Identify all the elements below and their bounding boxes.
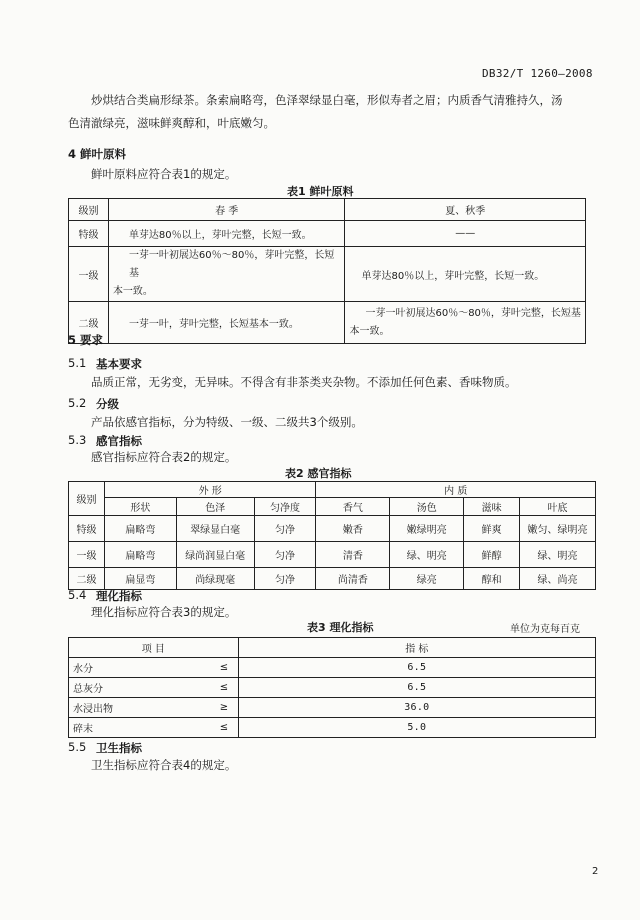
liquor-cell: 嫩绿明亮	[390, 516, 464, 542]
intro-line-2: 色清澈绿亮，滋味鲜爽醇和，叶底嫩匀。	[68, 116, 275, 130]
operator-cell: ≤	[210, 678, 238, 698]
aroma-cell: 清香	[316, 542, 390, 568]
grade-cell: 特级	[69, 221, 109, 247]
section-5-1-number: 5.1	[68, 356, 87, 370]
spring-cell	[108, 247, 345, 302]
item-cell: 水浸出物	[69, 698, 211, 718]
table-row	[69, 718, 596, 738]
spring-cell: 一芽一叶，芽叶完整，长短基本一致。	[108, 302, 345, 344]
table-2-col-leaf-base: 叶底	[520, 498, 596, 516]
table-2-col-taste: 滋味	[464, 498, 520, 516]
value-cell: 5.0	[238, 718, 595, 738]
evenness-cell: 匀净	[254, 516, 316, 542]
section-4-text: 鲜叶原料应符合表1的规定。	[91, 167, 237, 181]
table-row	[69, 542, 596, 568]
leaf-base-cell: 绿、明亮	[520, 542, 596, 568]
evenness-cell: 匀净	[254, 568, 316, 590]
table-2-col-liquor: 汤色	[390, 498, 464, 516]
shape-cell: 扁略弯	[104, 542, 176, 568]
table-2-col-shape: 形状	[104, 498, 176, 516]
summer-cell: 单芽达80％以上，芽叶完整，长短一致。	[345, 247, 586, 302]
table-row	[69, 658, 596, 678]
section-5-2-text: 产品依感官指标，分为特级、一级、二级共3个级别。	[91, 415, 363, 429]
section-5-5-text: 卫生指标应符合表4的规定。	[91, 758, 237, 772]
operator-cell: ≤	[210, 718, 238, 738]
table-row	[69, 678, 596, 698]
spring-cell: 单芽达80％以上，芽叶完整，长短一致。	[108, 221, 345, 247]
standard-number: DB32/T 1260—2008	[482, 67, 593, 80]
liquor-cell: 绿、明亮	[390, 542, 464, 568]
section-5-4-text: 理化指标应符合表3的规定。	[91, 605, 237, 619]
table-1-fresh-leaf	[68, 198, 586, 344]
section-5-2-title: 分级	[96, 397, 119, 411]
taste-cell: 鲜爽	[464, 516, 520, 542]
operator-cell: ≤	[210, 658, 238, 678]
taste-cell: 鲜醇	[464, 542, 520, 568]
item-cell: 水分	[69, 658, 211, 678]
table-row	[69, 698, 596, 718]
table-row	[69, 247, 586, 302]
table-1-header-summer: 夏、秋季	[345, 199, 586, 221]
summer-cell-line-2: 本一致。	[349, 325, 390, 337]
table-row	[69, 516, 596, 542]
table-2-header-inner: 内 质	[316, 482, 596, 498]
liquor-cell: 绿亮	[390, 568, 464, 590]
item-cell: 碎末	[69, 718, 211, 738]
summer-cell	[345, 302, 586, 344]
summer-cell: ——	[345, 221, 586, 247]
grade-cell: 一级	[69, 542, 105, 568]
table-2-header-grade: 级别	[69, 482, 105, 516]
grade-cell: 一级	[69, 247, 109, 302]
evenness-cell: 匀净	[254, 542, 316, 568]
grade-cell: 二级	[69, 568, 105, 590]
table-3-header-item: 项 目	[69, 638, 239, 658]
aroma-cell: 尚清香	[316, 568, 390, 590]
value-cell: 6.5	[238, 678, 595, 698]
section-5-3-title: 感官指标	[96, 434, 142, 448]
intro-line-1: 炒烘结合类扁形绿茶。条索扁略弯，色泽翠绿显白毫，形似寿者之眉；内质香气清雅持久，汤	[91, 93, 563, 107]
section-5-1-title: 基本要求	[96, 357, 142, 371]
summer-cell-line-1: 一芽一叶初展达60％～80％，芽叶完整，长短基	[365, 307, 581, 319]
color-cell: 翠绿显白毫	[176, 516, 254, 542]
table-3-caption: 表3 理化指标	[307, 621, 374, 634]
section-5-4-title: 理化指标	[96, 589, 142, 603]
shape-cell: 扁显弯	[104, 568, 176, 590]
table-row	[69, 568, 596, 590]
section-5-3-text: 感官指标应符合表2的规定。	[91, 450, 237, 464]
operator-cell: ≥	[210, 698, 238, 718]
table-2-header-outer: 外 形	[104, 482, 316, 498]
value-cell: 6.5	[238, 658, 595, 678]
table-row	[69, 302, 586, 344]
section-5-4-number: 5.4	[68, 588, 87, 602]
section-5-heading: 5 要求	[68, 333, 104, 347]
table-2-col-evenness: 匀净度	[254, 498, 316, 516]
section-5-5-title: 卫生指标	[96, 741, 142, 755]
grade-cell: 二级	[69, 302, 109, 344]
aroma-cell: 嫩香	[316, 516, 390, 542]
leaf-base-cell: 绿、尚亮	[520, 568, 596, 590]
table-2-sensory	[68, 481, 596, 590]
table-2-col-color: 色泽	[176, 498, 254, 516]
section-5-5-number: 5.5	[68, 740, 87, 754]
section-5-2-number: 5.2	[68, 396, 87, 410]
section-5-1-text: 品质正常，无劣变，无异味。不得含有非茶类夹杂物。不添加任何色素、香味物质。	[91, 375, 517, 389]
taste-cell: 醇和	[464, 568, 520, 590]
table-2-caption: 表2 感官指标	[285, 467, 352, 480]
value-cell: 36.0	[238, 698, 595, 718]
color-cell: 尚绿现毫	[176, 568, 254, 590]
color-cell: 绿尚润显白毫	[176, 542, 254, 568]
table-3-unit: 单位为克每百克	[510, 624, 580, 635]
spring-cell-line-2: 本一致。	[112, 286, 153, 297]
table-3-header-index: 指 标	[238, 638, 595, 658]
table-1-header-grade: 级别	[69, 199, 109, 221]
grade-cell: 特级	[69, 516, 105, 542]
shape-cell: 扁略弯	[104, 516, 176, 542]
leaf-base-cell: 嫩匀、绿明亮	[520, 516, 596, 542]
section-4-heading: 4 鲜叶原料	[68, 147, 127, 161]
spring-cell-line-1: 一芽一叶初展达60％～80％，芽叶完整，长短基	[128, 250, 335, 279]
item-cell: 总灰分	[69, 678, 211, 698]
table-3-physicochemical	[68, 637, 596, 738]
table-1-caption: 表1 鲜叶原料	[287, 185, 354, 198]
page-number: 2	[592, 866, 599, 877]
table-row	[69, 221, 586, 247]
table-2-col-aroma: 香气	[316, 498, 390, 516]
table-1-header-spring: 春 季	[108, 199, 345, 221]
section-5-3-number: 5.3	[68, 433, 87, 447]
